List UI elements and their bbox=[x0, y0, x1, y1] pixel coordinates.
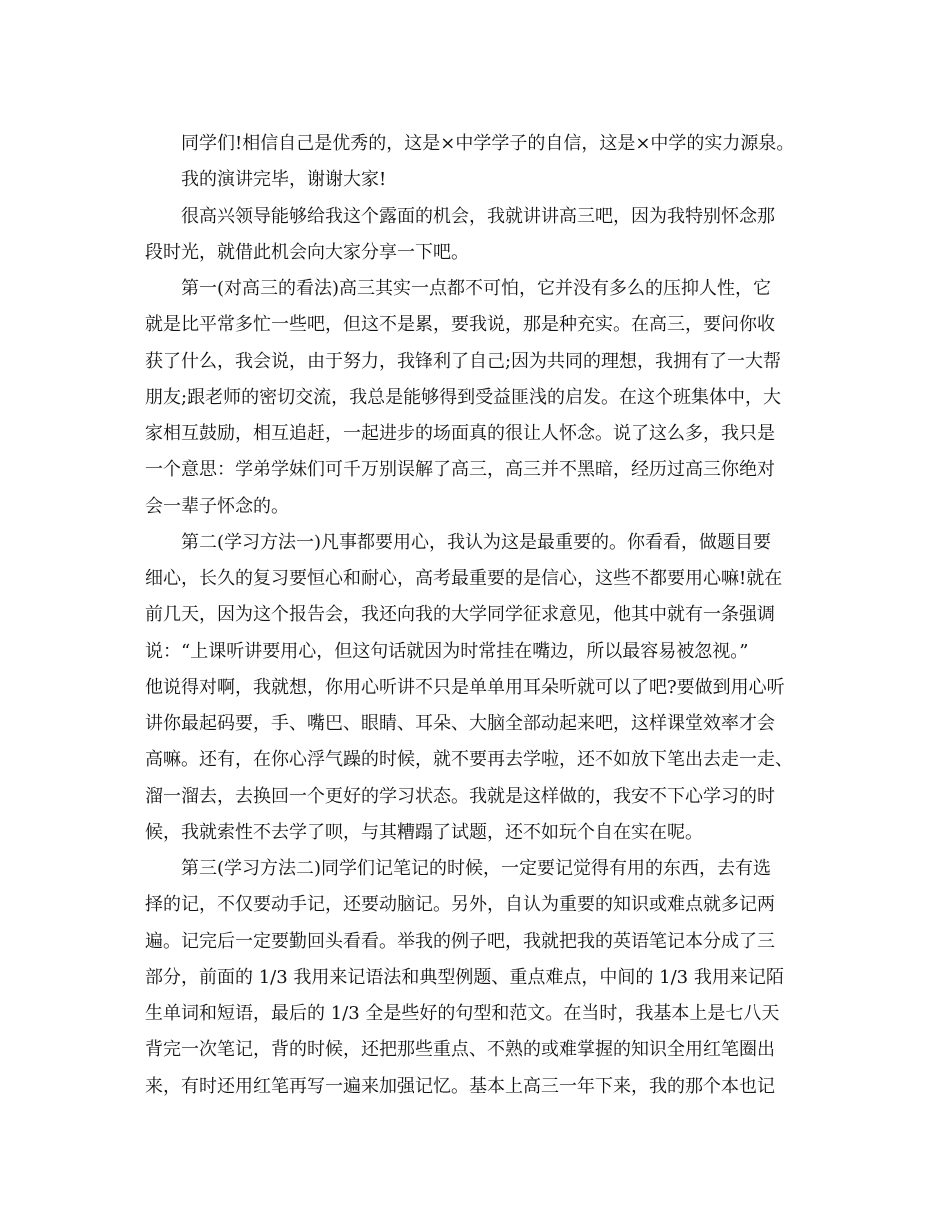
text-line: 就是比平常多忙一些吧，但这不是累，要我说，那是种充实。在高三，要问你收 bbox=[145, 314, 775, 336]
text-line: 高嘛。还有，在你心浮气躁的时候，就不要再去学啦，还不如放下笔出去走一走、 bbox=[145, 749, 793, 771]
document-body bbox=[145, 126, 815, 1105]
text-line: 说：“上课听讲要用心，但这句话就因为时常挂在嘴边，所以最容易被忽视。” bbox=[145, 640, 749, 662]
text-line: 第三(学习方法二)同学们记笔记的时候，一定要记觉得有用的东西，去有选 bbox=[181, 858, 772, 879]
text-line: 择的记，不仅要动手记，还要动脑记。另外，自认为重要的知识或难点就多记两 bbox=[145, 894, 775, 916]
text-line: 讲你最起码要，手、嘴巴、眼睛、耳朵、大脑全部动起来吧，这样课堂效率才会 bbox=[145, 713, 775, 734]
text-line: 细心，长久的复习要恒心和耐心，高考最重要的是信心，这些不都要用心嘛!就在 bbox=[145, 568, 783, 589]
text-line: 一个意思：学弟学妹们可千万别误解了高三，高三并不黑暗，经历过高三你绝对 bbox=[145, 459, 775, 481]
text-line: 朋友;跟老师的密切交流，我总是能够得到受益匪浅的启发。在这个班集体中，大 bbox=[145, 386, 782, 408]
text-line: 背完一次笔记，背的时候，还把那些重点、不熟的或难掌握的知识全用红笔圈出 bbox=[145, 1039, 775, 1061]
text-line: 家相互鼓励，相互追赶，一起进步的场面真的很让人怀念。说了这么多，我只是 bbox=[145, 423, 775, 444]
text-line: 前几天，因为这个报告会，我还向我的大学同学征求意见，他其中就有一条强调 bbox=[145, 604, 775, 626]
text-line: 同学们!相信自己是优秀的，这是×中学学子的自信，这是×中学的实力源泉。 bbox=[181, 133, 795, 154]
text-line: 我的演讲完毕，谢谢大家! bbox=[181, 169, 387, 191]
text-line: 会一辈子怀念的。 bbox=[145, 495, 289, 517]
text-line: 候，我就索性不去学了呗，与其糟蹋了试题，还不如玩个自在实在呢。 bbox=[145, 821, 703, 843]
text-line: 生单词和短语，最后的 1/3 全是些好的句型和范文。在当时，我基本上是七八天 bbox=[145, 1003, 780, 1024]
text-line: 遍。记完后一定要勤回头看看。举我的例子吧，我就把我的英语笔记本分成了三 bbox=[145, 930, 775, 952]
text-line: 获了什么，我会说，由于努力，我锋利了自己;因为共同的理想，我拥有了一大帮 bbox=[145, 350, 782, 372]
text-line: 他说得对啊，我就想，你用心听讲不只是单单用耳朵听就可以了吧?要做到用心听 bbox=[145, 676, 785, 698]
text-line: 部分，前面的 1/3 我用来记语法和典型例题、重点难点，中间的 1/3 我用来记陌 bbox=[145, 966, 784, 988]
text-line: 来，有时还用红笔再写一遍来加强记忆。基本上高三一年下来，我的那个本也记 bbox=[145, 1075, 775, 1097]
text-line: 第一(对高三的看法)高三其实一点都不可怕，它并没有多么的压抑人性，它 bbox=[181, 278, 772, 299]
text-line: 段时光，就借此机会向大家分享一下吧。 bbox=[145, 241, 469, 263]
text-line: 很高兴领导能够给我这个露面的机会，我就讲讲高三吧，因为我特别怀念那 bbox=[181, 205, 775, 227]
text-line: 溜一溜去，去换回一个更好的学习状态。我就是这样做的，我安不下心学习的时 bbox=[145, 785, 775, 807]
text-line: 第二(学习方法一)凡事都要用心，我认为这是最重要的。你看看，做题目要 bbox=[181, 531, 772, 553]
